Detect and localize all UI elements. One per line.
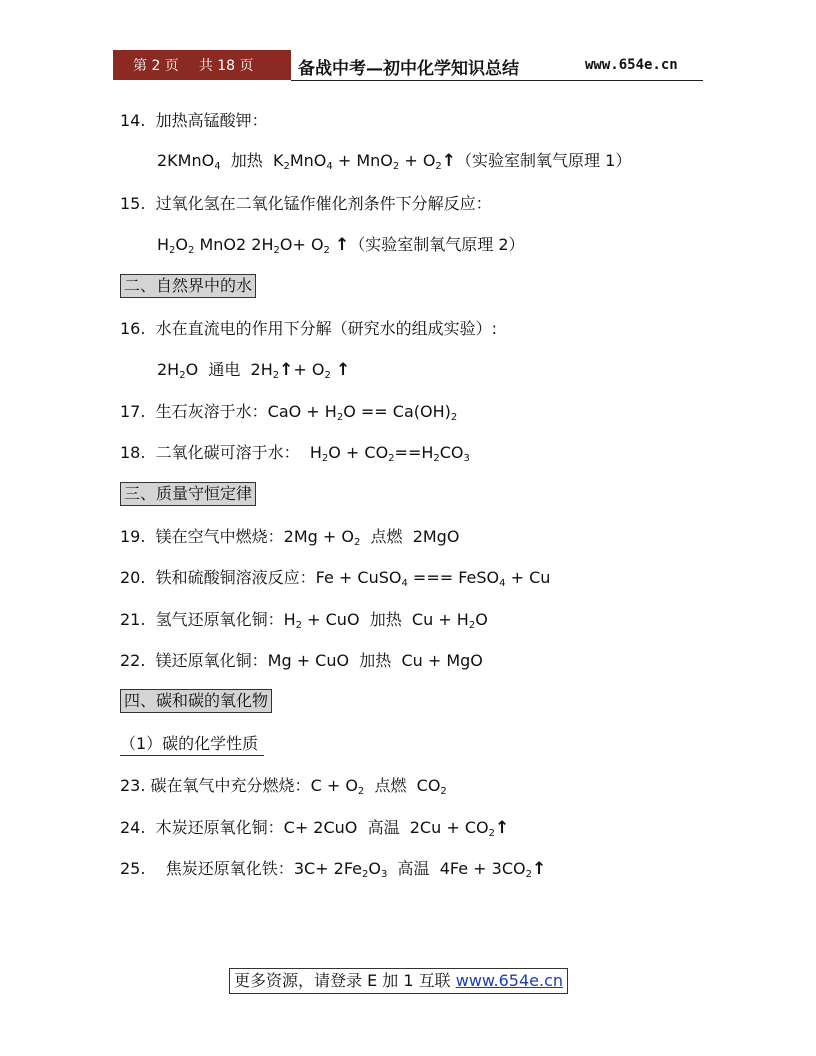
section-heading-water: 二、自然界中的水 [120, 274, 256, 298]
gas-arrow-icon: ↑ [279, 360, 294, 380]
item-24: 24. 木炭还原氧化铜：C+ 2CuO 高温 $2Cu + CO_2↑$ [120, 818, 510, 839]
item-20: 20. 铁和硫酸铜溶液反应：Fe + CuSO$_4$ === FeSO$_4$ + Cu [120, 568, 551, 589]
page-badge [113, 50, 291, 80]
formula-14: 2KMnO$_4$ 加热 $K_2MnO_4 + MnO_2$ + $O_2↑$（实验室制氧气原理 1） [157, 151, 632, 172]
footer-banner [229, 968, 568, 994]
gas-arrow-icon: ↑ [494, 818, 510, 838]
header-divider [291, 80, 703, 81]
gas-arrow-icon: ↑ [531, 859, 547, 879]
gas-arrow-icon: ↑ [335, 235, 350, 255]
item-14: 14. 加热高锰酸钾： [120, 111, 268, 130]
item-15: 15. 过氧化氢在二氧化锰作催化剂条件下分解反应： [120, 194, 492, 213]
item-21: 21. 氢气还原氧化铜：$H_2$ + CuO 加热 $Cu + H_2O$ [120, 610, 488, 631]
gas-arrow-icon: ↑ [335, 360, 351, 380]
item-23: 23. 碳在氧气中充分燃烧：$C + O_2$ 点燃 $CO_2$ [120, 776, 447, 797]
section-heading-mass-conservation: 三、质量守恒定律 [120, 482, 256, 506]
page-number: 第 2 页 [133, 58, 179, 74]
item-22: 22. 镁还原氧化铜：Mg + CuO 加热 Cu + MgO [120, 651, 483, 670]
item-25: 25. 焦炭还原氧化铁：$3C+ 2Fe_2O_3$ 高温 $4Fe + 3CO_2↑$ [120, 859, 547, 880]
item-18: 18. 二氧化碳可溶于水： $H_2O + CO_2==H_2CO_3$ [120, 443, 470, 464]
item-19: 19. 镁在空气中燃烧：$2Mg + O_2$ 点燃 2MgO [120, 527, 460, 548]
formula-16: $2H_2O$ 通电 $2H_2↑+ O_2$ ↑ [157, 360, 351, 381]
page-total: 共 18 页 [198, 58, 254, 74]
header-url[interactable]: www.654e.cn [585, 57, 678, 73]
item-17: 17. 生石灰溶于水：CaO + $H_2O == Ca(OH)_2$ [120, 402, 458, 423]
document-title: 备战中考—初中化学知识总结 [298, 59, 519, 79]
section-heading-carbon: 四、碳和碳的氧化物 [120, 689, 272, 713]
item-16: 16. 水在直流电的作用下分解（研究水的组成实验）: [120, 319, 498, 338]
gas-arrow-icon: ↑ [441, 151, 457, 171]
footer-text: 更多资源，请登录 E 加 1 互联 [234, 971, 456, 990]
subheading-carbon-properties: （1）碳的化学性质 [120, 733, 264, 756]
footer-link[interactable]: www.654e.cn [455, 971, 564, 990]
formula-15: $H_2O_2$ MnO2 $2H_2O+ O_2$ ↑（实验室制氧气原理 2） [157, 235, 525, 256]
